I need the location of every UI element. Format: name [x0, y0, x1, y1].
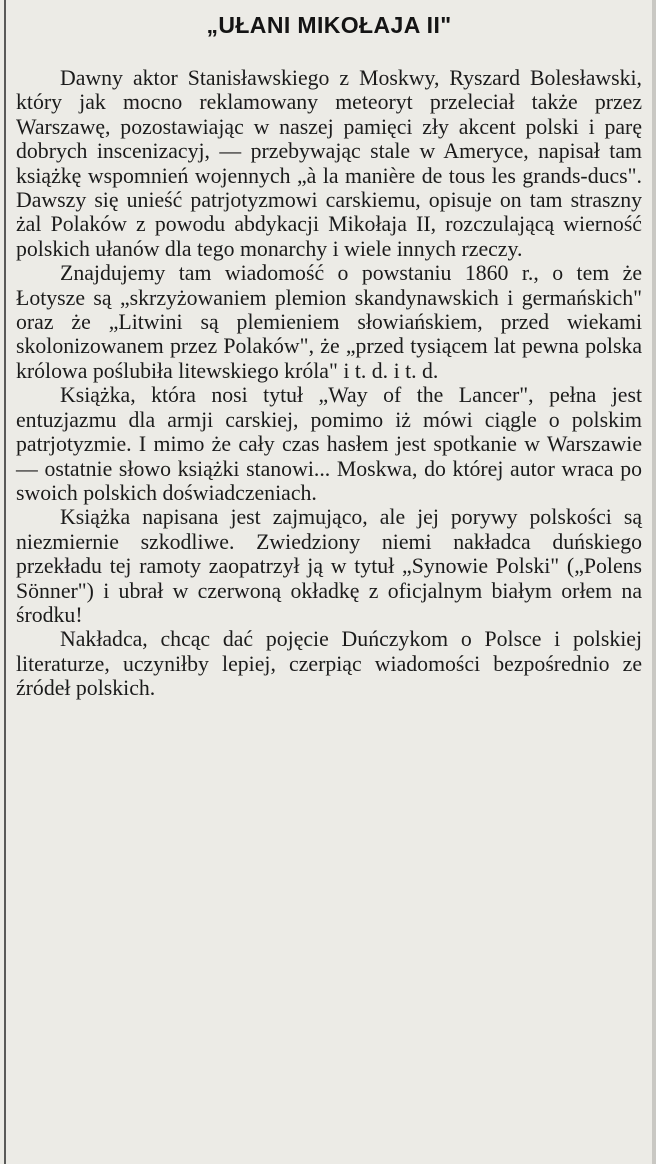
paragraph-5: Nakładca, chcąc dać pojęcie Duńczykom o Polsce i polskiej literaturze, uczyniłby lepiej, czerpiąc wiadomości bezpośrednio ze źródeł polskich. — [16, 627, 642, 701]
article-body — [16, 66, 642, 701]
paragraph-3: Książka, która nosi tytuł „Way of the Lancer", pełna jest entuzjazmu dla armji carskiej, pomimo iż mówi ciągle o polskim patrjotyzmie. I mimo że cały czas hasłem jest spotkanie w Warszawie — ostatnie słowo książki stanowi... Moskwa, do której autor wraca po swoich polskich doświadczeniach. — [16, 383, 642, 505]
paragraph-1: Dawny aktor Stanisławskiego z Moskwy, Ryszard Bolesławski, który jak mocno reklamowany meteoryt przeleciał także przez Warszawę, pozostawiając w naszej pamięci zły akcent polski i parę dobrych inscenizacyj, — przebywając stale w Ameryce, napisał tam książkę wspomnień wojennych „à la manière de tous les grands-ducs". Dawszy się unieść patrjotyzmowi carskiemu, opisuje on tam straszny żal Polaków z powodu abdykacji Mikołaja II, rozczulającą wierność polskich ułanów dla tego monarchy i wiele innych rzeczy. — [16, 66, 642, 261]
paragraph-4: Książka napisana jest zajmująco, ale jej porywy polskości są niezmiernie szkodliwe. Zwiedziony niemi nakładca duńskiego przekładu tej ramoty zaopatrzył ją w tytuł „Synowie Polski" („Polens Sönner") i ubrał w czerwoną okładkę z oficjalnym białym orłem na środku! — [16, 505, 642, 627]
column-rule — [4, 0, 6, 1164]
page-edge — [652, 0, 656, 1164]
article — [16, 0, 642, 701]
paragraph-2: Znajdujemy tam wiadomość o powstaniu 1860 r., o tem że Łotysze są „skrzyżowaniem plemion skandynawskich i germańskich" oraz że „Litwini są plemieniem słowiańskiem, przed wiekami skolonizowanem przez Polaków", że „przed tysiącem lat pewna polska królowa poślubiła litewskiego króla" i t. d. i t. d. — [16, 261, 642, 383]
article-title: „UŁANI MIKOŁAJA II" — [206, 12, 452, 38]
